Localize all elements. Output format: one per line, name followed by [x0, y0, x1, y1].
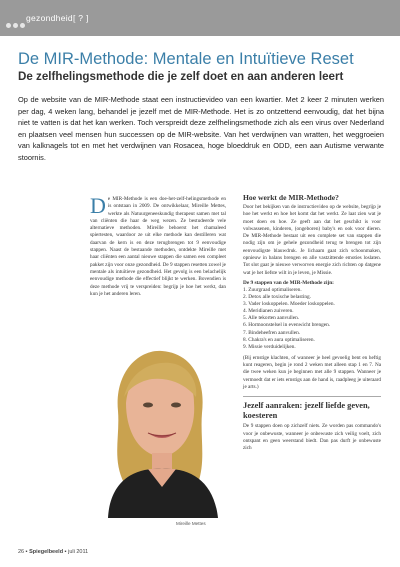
step-item: 5. Alle tekorten aanvullen.	[243, 315, 300, 322]
self-touch-text: De 9 stappen doen op zichzelf niets. Ze worden pas commando's voor je onbewuste, wanneer je onbewuste zich veilig voelt, zich ontspant en geen weerstand biedt. Dan pas durft je onbewuste zich	[243, 423, 381, 452]
left-body-text: e MIR-Methode is een doe-het-zelf-helingsmethode en is ontstaan in 2009. De ontwikkelaar, Mireille Mettes, werkte als Natuurgeneeskundig therapeut samen met tal van cliënten die haar de weg wezen. Ze bestudeerde vele alternatieve methoden. Mireille behoerst het chamaleed spiertesten, waardoor ze uit elke methode kan destilleren wat daarvan de kern is en deze terugbrengen tot 9 eenvoudige stappen. Naast de bestaande methoden, ontdekte Mireille met haar cliënten een aantal nieuwe stappen die samen een compleet pakket zijn voor onze gezondheid. De 9 stappen resetten zowel je mentale als intuïtieve gezondheid. Het gevolg is een belachelijk eenvoudige methode die effectief blijkt te werken. Bovendien is deze methode vrij te verspreiden: begrijp je hoe het werkt, dan kun je het anderen leren.	[90, 196, 226, 297]
how-it-works-text: Door het bekijken van de instructievideo op de website, begrijp je hoe het werkt en hoe het komt dat het werkt. Ze laat zien wat je moet doen en hoe. Ze geeft aan dat het geschikt is voor volwassenen, kinderen, (ongeboren) baby's en ook voor dieren. De MIR-Methode bestaat uit een complete set van stappen die nodig zijn om je gehele gezondheid terug te brengen tot zijn eenvoudigste blauwdruk. Je lichaam gaat zich schoonmaken, opnieuw in balans brengen en alle vastzittende emoties loslaten. Tot slot gaat je nieuwe verworven energie zich richten op datgene wat je het liefste wilt in je leven, je Missie.	[243, 204, 381, 276]
right-column	[243, 193, 381, 452]
step-item: 3. Vader loskoppelen. Moeder loskoppelen.	[243, 301, 335, 308]
article-subtitle: De zelfhelingsmethode die je zelf doet en aan anderen leert	[18, 70, 344, 83]
heading-self-touch: Jezelf aanraken: jezelf liefde geven, koesteren	[243, 401, 370, 421]
portrait-image	[90, 341, 226, 518]
section-label: gezondheid[ ? ]	[26, 13, 89, 23]
dots-icon	[6, 15, 27, 23]
page-number: 26	[18, 549, 25, 555]
page-footer	[18, 549, 88, 555]
section-divider	[243, 396, 381, 397]
step-item: 6. Hormoonstelsel in evenwicht brengen.	[243, 322, 331, 329]
issue-date: juli 2011	[68, 549, 89, 555]
step-item: 4. Meridianen zuiveren.	[243, 308, 294, 315]
steps-list	[243, 287, 381, 351]
step-item: 7. Bindeheefren aanvullen.	[243, 329, 301, 336]
article-title: De MIR-Methode: Mentale en Intuïtieve Reset	[18, 50, 354, 68]
steps-heading: De 9 stappen van de MIR-Methode zijn:	[243, 279, 334, 286]
step-item: 2. Detox alle toxische belasting.	[243, 294, 311, 301]
drop-cap: D	[90, 193, 106, 218]
step-item: 9. Missie verduidelijken.	[243, 343, 296, 350]
step-item: 8. Chakra's en aura optimaliseren.	[243, 336, 315, 343]
photo-caption: Mireille Mettes	[176, 521, 206, 526]
footer-separator: ▪	[64, 549, 69, 555]
left-column	[90, 193, 226, 298]
section-header-bar	[0, 0, 400, 36]
author-photo	[90, 341, 226, 518]
step-item: 1. Zuurgraad optimaliseren.	[243, 286, 302, 293]
article-intro: Op de website van de MIR-Methode staat een instructievideo van een kwartier. Met 2 keer 2 minuten werken per dag, 4 weken lang, behandel je jezelf met de MIR-Methode. Het is zo ontzettend eenvoudig, dat het bijna niet te vatten is dat het kan werken. Toch verspreidt deze zelfhelingsmethode zich als een virus over Nederland en plaatsen veel mensen hun successen op de MIR-website. Van het verdwijnen van wratten, het weggroeien van kalknagels tot en met het verdwijnen van Rosacea, hoge bloeddruk en ODD, een aan Autisme verwante stoornis.	[18, 95, 384, 162]
magazine-name: Spiegelbeeld	[29, 549, 64, 555]
heading-how-it-works: Hoe werkt de MIR-Methode?	[243, 193, 339, 202]
caution-text: (Bij ernstige klachten, of wanneer je heel gevoelig bent en heftig kunt reageren, begin je rond 2 weken met alleen stap 1 en 7. Na die twee weken kun je beginnen met alle 9 stappen. Wanneer je vermoedt dat er iets ernstigs aan de hand is, raadpleeg je uiteraard je arts.)	[243, 354, 381, 390]
footer-separator: ▪	[25, 549, 30, 555]
